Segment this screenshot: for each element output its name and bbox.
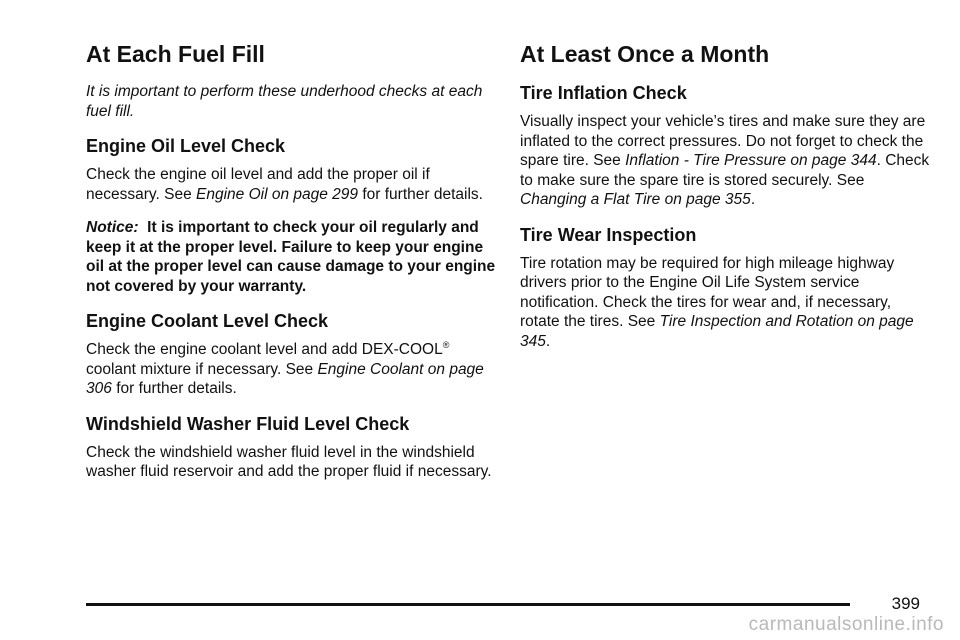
engine-oil-paragraph: Check the engine oil level and add the proper oil if necessary. See Engine Oil on page 299 for further details. [86,166,483,203]
section-title-once-a-month: At Least Once a Month [520,41,770,67]
tire-inflation-paragraph: Visually inspect your vehicle’s tires and make sure they are inflated to the correct pressures. Do not forget to check the spare tire. See Inflation - Tire Pressure on page 344. Check to make sure the spare tire is stored securely. See Changing a Flat Tire on page 355. [520,113,930,208]
washer-fluid-paragraph: Check the windshield washer fluid level in the windshield washer fluid reservoir and add the proper fluid if necessary. [86,443,492,480]
link-tire-inspection-rotation[interactable]: Tire Inspection and Rotation on page 345 [520,313,914,350]
registered-mark: ® [442,339,450,350]
heading-tire-wear: Tire Wear Inspection [520,224,697,245]
page-number: 399 [891,594,920,613]
heading-tire-inflation: Tire Inflation Check [520,83,687,103]
notice-paragraph: Notice: It is important to check your oil regularly and keep it at the proper level. Failure to keep your engine oil at the proper level can cause damage to your engine not covered by your warranty. [86,219,496,295]
section-title-fuel-fill: At Each Fuel Fill [86,41,265,67]
footer-rule [86,603,850,606]
right-column [520,40,930,351]
fuel-fill-intro: It is important to perform these underhood checks at each fuel fill. [86,83,483,120]
heading-engine-oil: Engine Oil Level Check [86,136,286,156]
tire-wear-paragraph: Tire rotation may be required for high mileage highway drivers prior to the Engine Oil Life System service notification. Check the tires for wear and, if necessary, rotate the tires. See Tire Inspection and Rotation on page 345. [520,254,914,350]
watermark: carmanualsonline.info [748,614,944,635]
engine-coolant-paragraph: Check the engine coolant level and add DEX-COOL® coolant mixture if necessary. See Engine Coolant on page 306 for further details. [86,339,484,397]
link-changing-flat-tire[interactable]: Changing a Flat Tire on page 355 [520,191,751,208]
heading-engine-coolant: Engine Coolant Level Check [86,311,329,331]
link-engine-coolant[interactable]: Engine Coolant on page 306 [86,360,484,397]
left-column [86,40,496,482]
link-inflation-tire-pressure[interactable]: Inflation - Tire Pressure on page 344 [625,152,877,169]
notice-label: Notice: [86,219,139,236]
link-engine-oil[interactable]: Engine Oil on page 299 [196,185,359,203]
heading-washer-fluid: Windshield Washer Fluid Level Check [86,413,410,434]
